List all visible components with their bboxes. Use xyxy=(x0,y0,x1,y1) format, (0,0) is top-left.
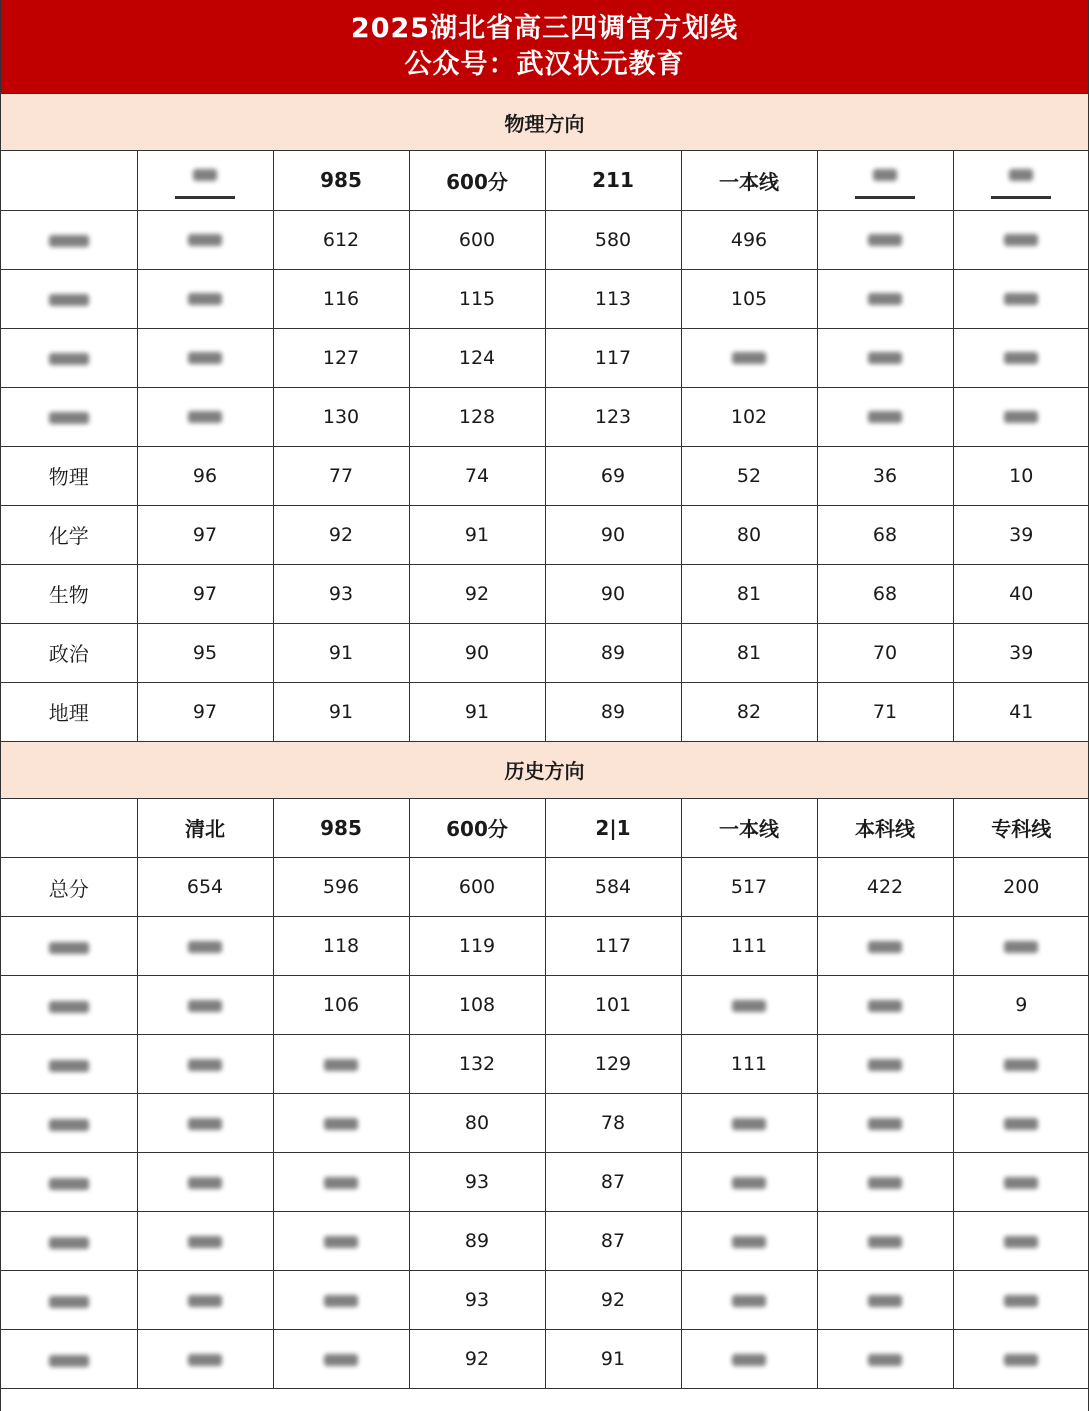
column-header: 211 xyxy=(545,151,681,210)
row-label xyxy=(1,1094,137,1153)
table-row xyxy=(1,269,1089,328)
score-cell: 97 xyxy=(137,564,273,623)
blurred-value xyxy=(732,1000,766,1012)
table-row xyxy=(1,1153,1089,1212)
score-cell xyxy=(273,1153,409,1212)
row-label xyxy=(1,917,137,976)
score-cell: 496 xyxy=(681,210,817,269)
score-cell: 91 xyxy=(409,505,545,564)
physics-table xyxy=(1,151,1089,742)
score-cell: 111 xyxy=(681,917,817,976)
score-cell: 91 xyxy=(273,682,409,741)
score-cell xyxy=(681,328,817,387)
blurred-value xyxy=(732,1236,766,1248)
blurred-value xyxy=(188,411,222,423)
score-cell: 92 xyxy=(409,564,545,623)
score-cell xyxy=(953,1212,1089,1271)
blurred-value xyxy=(188,1000,222,1012)
blurred-value xyxy=(49,1060,89,1072)
score-cell: 580 xyxy=(545,210,681,269)
score-cell xyxy=(273,1271,409,1330)
score-cell xyxy=(953,1271,1089,1330)
blurred-value xyxy=(732,1295,766,1307)
score-cell: 106 xyxy=(273,976,409,1035)
blurred-value xyxy=(1004,1354,1038,1366)
score-cell xyxy=(137,917,273,976)
blurred-value xyxy=(49,1296,89,1308)
column-header: 600分 xyxy=(409,151,545,210)
row-label: 地理 xyxy=(1,682,137,741)
blurred-value xyxy=(868,1295,902,1307)
score-cell xyxy=(681,976,817,1035)
blurred-value xyxy=(49,1001,89,1013)
header-row xyxy=(1,799,1089,858)
column-header: 清北 xyxy=(137,799,273,858)
score-cell: 89 xyxy=(545,623,681,682)
blurred-value xyxy=(732,1177,766,1189)
score-cell: 612 xyxy=(273,210,409,269)
score-cell: 111 xyxy=(681,1035,817,1094)
blurred-value xyxy=(188,293,222,305)
score-cell: 87 xyxy=(545,1153,681,1212)
score-cell: 422 xyxy=(817,858,953,917)
blurred-value xyxy=(868,411,902,423)
score-cell: 80 xyxy=(409,1094,545,1153)
row-label xyxy=(1,1330,137,1389)
blurred-value xyxy=(188,1177,222,1189)
row-label xyxy=(1,387,137,446)
table-row xyxy=(1,1094,1089,1153)
column-header: 985 xyxy=(273,151,409,210)
blurred-value xyxy=(1004,1295,1038,1307)
score-cell: 124 xyxy=(409,328,545,387)
score-cell xyxy=(817,1035,953,1094)
blurred-value xyxy=(49,1237,89,1249)
row-label: 生物 xyxy=(1,564,137,623)
score-cell: 71 xyxy=(817,682,953,741)
header-row xyxy=(1,151,1089,210)
blurred-header xyxy=(175,162,235,199)
column-header: 2|1 xyxy=(545,799,681,858)
score-cell xyxy=(817,1212,953,1271)
column-header xyxy=(817,151,953,210)
blurred-value xyxy=(868,1118,902,1130)
blurred-value xyxy=(868,234,902,246)
blurred-value xyxy=(868,1236,902,1248)
score-cell xyxy=(137,976,273,1035)
row-label: 化学 xyxy=(1,505,137,564)
blurred-value xyxy=(324,1177,358,1189)
score-cell: 80 xyxy=(681,505,817,564)
blurred-value xyxy=(188,1118,222,1130)
blurred-value xyxy=(49,412,89,424)
blurred-value xyxy=(188,1236,222,1248)
blurred-value xyxy=(324,1236,358,1248)
score-cell: 40 xyxy=(953,564,1089,623)
table-row xyxy=(1,1330,1089,1389)
row-label xyxy=(1,210,137,269)
score-cell: 74 xyxy=(409,446,545,505)
blurred-value xyxy=(188,352,222,364)
score-cell: 93 xyxy=(409,1271,545,1330)
column-header xyxy=(953,151,1089,210)
blurred-value xyxy=(1004,1059,1038,1071)
title-banner xyxy=(1,0,1088,94)
score-cell xyxy=(817,210,953,269)
score-cell xyxy=(681,1094,817,1153)
table-row xyxy=(1,387,1089,446)
blurred-value xyxy=(188,1354,222,1366)
row-label xyxy=(1,1153,137,1212)
table-row xyxy=(1,328,1089,387)
blurred-value xyxy=(1004,1236,1038,1248)
score-cell: 10 xyxy=(953,446,1089,505)
score-cell xyxy=(953,328,1089,387)
score-cell xyxy=(137,387,273,446)
table-row xyxy=(1,623,1089,682)
table-row xyxy=(1,505,1089,564)
blurred-value xyxy=(188,1059,222,1071)
table-row xyxy=(1,682,1089,741)
score-cell xyxy=(137,1035,273,1094)
column-header: 一本线 xyxy=(681,151,817,210)
score-cell: 90 xyxy=(545,564,681,623)
blurred-value xyxy=(868,1000,902,1012)
blurred-value xyxy=(324,1354,358,1366)
score-cell: 92 xyxy=(409,1330,545,1389)
score-cell xyxy=(817,976,953,1035)
row-label: 政治 xyxy=(1,623,137,682)
row-label xyxy=(1,269,137,328)
row-label: 物理 xyxy=(1,446,137,505)
column-header xyxy=(1,151,137,210)
score-cell xyxy=(137,1271,273,1330)
blurred-value xyxy=(868,1059,902,1071)
title-line-2: 公众号：武汉状元教育 xyxy=(404,48,685,80)
score-cell: 105 xyxy=(681,269,817,328)
score-cell xyxy=(137,328,273,387)
score-cell xyxy=(817,387,953,446)
score-cell: 92 xyxy=(273,505,409,564)
score-cell: 93 xyxy=(273,564,409,623)
blurred-value xyxy=(1004,234,1038,246)
score-cell: 117 xyxy=(545,328,681,387)
score-cell xyxy=(273,1212,409,1271)
score-cell xyxy=(137,1212,273,1271)
score-cell xyxy=(681,1271,817,1330)
score-cell: 81 xyxy=(681,564,817,623)
score-cell: 39 xyxy=(953,623,1089,682)
score-cell: 123 xyxy=(545,387,681,446)
score-cell: 596 xyxy=(273,858,409,917)
blurred-value xyxy=(868,352,902,364)
score-cell: 81 xyxy=(681,623,817,682)
score-cell: 101 xyxy=(545,976,681,1035)
column-header: 一本线 xyxy=(681,799,817,858)
score-cell: 95 xyxy=(137,623,273,682)
score-cell: 116 xyxy=(273,269,409,328)
score-cell xyxy=(817,269,953,328)
blurred-value xyxy=(49,942,89,954)
row-label xyxy=(1,976,137,1035)
blurred-value xyxy=(188,941,222,953)
score-cell xyxy=(273,1094,409,1153)
score-cell: 39 xyxy=(953,505,1089,564)
table-row xyxy=(1,446,1089,505)
score-cell: 115 xyxy=(409,269,545,328)
score-cell: 89 xyxy=(409,1212,545,1271)
score-cell xyxy=(817,1330,953,1389)
score-cell: 108 xyxy=(409,976,545,1035)
physics-section-header: 物理方向 xyxy=(1,94,1088,151)
score-cell: 91 xyxy=(545,1330,681,1389)
score-cell xyxy=(953,1094,1089,1153)
score-cell xyxy=(681,1330,817,1389)
blurred-value xyxy=(324,1295,358,1307)
blurred-value xyxy=(49,235,89,247)
column-header xyxy=(1,799,137,858)
blurred-value xyxy=(324,1059,358,1071)
row-label: 总分 xyxy=(1,858,137,917)
score-cell: 78 xyxy=(545,1094,681,1153)
score-cell: 600 xyxy=(409,858,545,917)
score-cell xyxy=(953,1330,1089,1389)
blurred-value xyxy=(49,1355,89,1367)
score-cell xyxy=(817,1271,953,1330)
column-header: 本科线 xyxy=(817,799,953,858)
score-cell: 117 xyxy=(545,917,681,976)
blurred-header xyxy=(855,162,915,199)
row-label xyxy=(1,1271,137,1330)
table-row xyxy=(1,564,1089,623)
score-cell: 96 xyxy=(137,446,273,505)
score-cell: 68 xyxy=(817,505,953,564)
score-cell: 132 xyxy=(409,1035,545,1094)
score-cell xyxy=(137,1330,273,1389)
score-cell: 9 xyxy=(953,976,1089,1035)
score-cell xyxy=(137,1094,273,1153)
score-cell xyxy=(953,917,1089,976)
blurred-value xyxy=(732,1118,766,1130)
row-label xyxy=(1,328,137,387)
score-cell xyxy=(817,328,953,387)
table-row xyxy=(1,1212,1089,1271)
score-cell xyxy=(817,1153,953,1212)
score-cell: 654 xyxy=(137,858,273,917)
column-header: 985 xyxy=(273,799,409,858)
score-cell: 77 xyxy=(273,446,409,505)
score-cell: 584 xyxy=(545,858,681,917)
score-cell: 90 xyxy=(545,505,681,564)
blurred-value xyxy=(1004,411,1038,423)
score-cell xyxy=(953,210,1089,269)
score-cell: 128 xyxy=(409,387,545,446)
blurred-value xyxy=(868,1354,902,1366)
blurred-value xyxy=(1004,1177,1038,1189)
score-cell: 119 xyxy=(409,917,545,976)
score-cell: 102 xyxy=(681,387,817,446)
score-cell: 130 xyxy=(273,387,409,446)
score-cell: 127 xyxy=(273,328,409,387)
table-row xyxy=(1,858,1089,917)
score-cell xyxy=(681,1212,817,1271)
score-cell xyxy=(681,1153,817,1212)
score-cell: 97 xyxy=(137,505,273,564)
score-cell: 41 xyxy=(953,682,1089,741)
blurred-value xyxy=(49,1119,89,1131)
score-cell: 600 xyxy=(409,210,545,269)
score-cell xyxy=(137,1153,273,1212)
table-row xyxy=(1,1035,1089,1094)
score-cell: 87 xyxy=(545,1212,681,1271)
score-cell: 91 xyxy=(273,623,409,682)
blurred-value xyxy=(1004,1118,1038,1130)
title-line-1: 2025湖北省高三四调官方划线 xyxy=(350,12,739,44)
blurred-value xyxy=(1004,293,1038,305)
score-cell xyxy=(273,1035,409,1094)
blurred-value xyxy=(732,1354,766,1366)
score-cell: 70 xyxy=(817,623,953,682)
blurred-value xyxy=(324,1118,358,1130)
score-cell xyxy=(953,269,1089,328)
score-cell xyxy=(953,387,1089,446)
score-cell: 97 xyxy=(137,682,273,741)
score-cell: 90 xyxy=(409,623,545,682)
score-cell: 91 xyxy=(409,682,545,741)
history-section-header: 历史方向 xyxy=(1,742,1088,799)
column-header: 600分 xyxy=(409,799,545,858)
score-cell: 129 xyxy=(545,1035,681,1094)
table-row xyxy=(1,917,1089,976)
score-cell: 93 xyxy=(409,1153,545,1212)
blurred-value xyxy=(732,352,766,364)
history-table xyxy=(1,799,1089,1390)
row-label xyxy=(1,1035,137,1094)
score-cell xyxy=(953,1153,1089,1212)
score-cell xyxy=(137,269,273,328)
blurred-value xyxy=(868,293,902,305)
column-header xyxy=(137,151,273,210)
blurred-value xyxy=(868,941,902,953)
score-cell: 92 xyxy=(545,1271,681,1330)
blurred-value xyxy=(868,1177,902,1189)
score-cell: 118 xyxy=(273,917,409,976)
score-cell: 52 xyxy=(681,446,817,505)
score-cell: 200 xyxy=(953,858,1089,917)
score-cell xyxy=(273,1330,409,1389)
score-cell: 89 xyxy=(545,682,681,741)
score-cell: 517 xyxy=(681,858,817,917)
row-label xyxy=(1,1212,137,1271)
table-row xyxy=(1,210,1089,269)
blurred-value xyxy=(49,294,89,306)
blurred-value xyxy=(1004,352,1038,364)
blurred-header xyxy=(991,162,1051,199)
score-cell: 36 xyxy=(817,446,953,505)
score-cell xyxy=(137,210,273,269)
blurred-value xyxy=(49,353,89,365)
score-cell: 113 xyxy=(545,269,681,328)
blurred-value xyxy=(188,1295,222,1307)
score-cell: 82 xyxy=(681,682,817,741)
table-row xyxy=(1,1271,1089,1330)
score-cell xyxy=(817,1094,953,1153)
blurred-value xyxy=(1004,941,1038,953)
column-header: 专科线 xyxy=(953,799,1089,858)
score-cell xyxy=(817,917,953,976)
score-cell: 69 xyxy=(545,446,681,505)
score-cell: 68 xyxy=(817,564,953,623)
blurred-value xyxy=(188,234,222,246)
table-row xyxy=(1,976,1089,1035)
blurred-value xyxy=(49,1178,89,1190)
score-cell xyxy=(953,1035,1089,1094)
